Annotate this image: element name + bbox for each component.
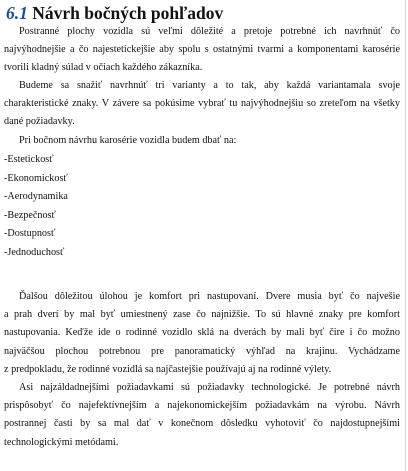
criteria-item: -Jednoduchosť (4, 246, 65, 258)
section-heading (6, 3, 223, 23)
paragraph-line: najvýhodnejšie a čo najestetickejšie aby spolu s ostatnými tvarmi a komponentami karosérie (4, 44, 400, 56)
paragraph-line: najväčšou plochou potrebnou pre panoramatický výhľad na krajinu. Vychádzame (4, 345, 400, 357)
criteria-item: -Estetickosť (4, 154, 54, 165)
paragraph-comfort (4, 288, 400, 379)
paragraph-line: charakteristické znaky. V závere sa pokúsime vybrať tu najvýhodnejšiu so zreteľom na všetky (4, 98, 400, 110)
criteria-item: -Aerodynamika (4, 191, 68, 202)
paragraph-line: postrannej časti by sa mal dať v konečnom dôsledku vyhotoviť čo najdostupnejšími (4, 418, 400, 430)
page-edge-divider (405, 0, 406, 471)
paragraph-line: prispôsobyť čo najefektívnejším a najekonomickejším požiadavkám na výrobu. Návrh (4, 400, 400, 412)
paragraph-side-surfaces (4, 23, 400, 78)
paragraph-line: technologickými metódami. (4, 436, 119, 448)
section-title: Návrh bočných pohľadov (32, 3, 224, 23)
paragraph-technology (4, 379, 400, 452)
section-number: 6.1 (6, 3, 28, 23)
paragraph-criteria-intro (4, 132, 400, 150)
paragraph-line: dané požiadavky. (4, 116, 75, 128)
criteria-item: -Bezpečnosť (4, 209, 56, 221)
paragraph-line: Budeme sa snažiť navrhnúť tri varianty a to tak, aby každá variantamala svoje (19, 80, 400, 91)
paragraph-line: z predpokladu, že rodinné vozidlá sa najčastejšie používajú aj na rodinné výlety. (4, 363, 332, 375)
paragraph-line: Asi najzáldadnejšími požiadavkami sú požiadavky technologické. Je potrebné návrh (19, 382, 400, 393)
paragraph-line: Ďalšou dôležitou úlohou je komfort pri nastupovaní. Dvere musia byť čo najvešie (19, 291, 400, 302)
paragraph-line: Pri bočnom návrhu karosérie vozidla budem dbať na: (19, 135, 237, 146)
criteria-item: -Ekonomickosť (4, 172, 68, 184)
criteria-item: -Dostupnosť (4, 228, 56, 239)
paragraph-variants (4, 77, 400, 132)
paragraph-line: nastupovania. Keďže ide o rodinné vozidlo sklá na dverách by mali byť čire i čo možno (4, 327, 400, 339)
paragraph-line: a prah dverí by mal byť umiestnený zase čo najnižšie. To sú hlavné znaky pre komfort (4, 309, 400, 321)
paragraph-line: Postranné plochy vozidla sú veľmi dôležité a pretoje potrebné ich navrhnúť čo (19, 26, 400, 37)
criteria-list (4, 151, 68, 262)
paragraph-line: tvorili kladný súlad v očiach každého zákazníka. (4, 62, 203, 74)
